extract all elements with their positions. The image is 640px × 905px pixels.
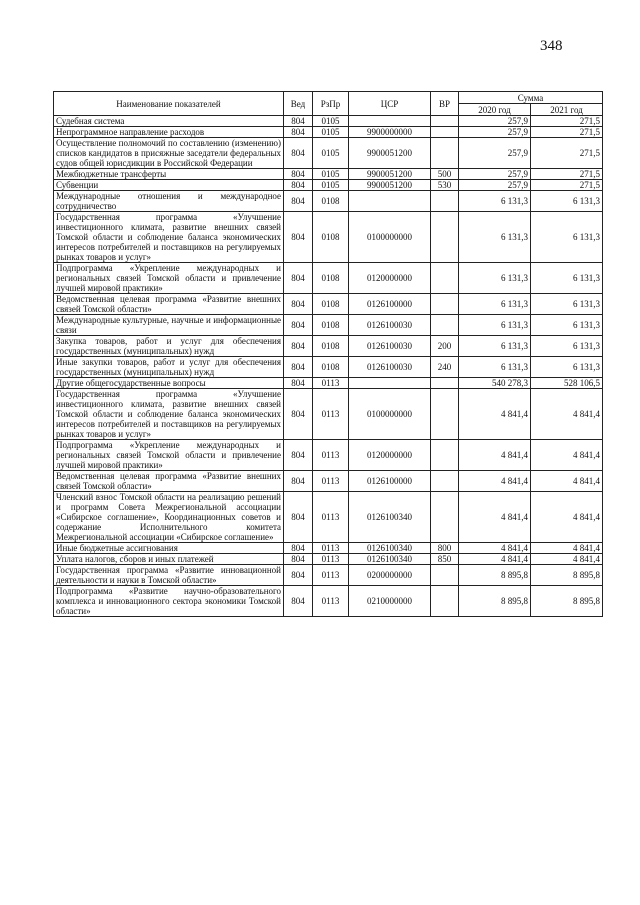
cell-name: Членский взнос Томской области на реализацию решений и программ Совета Межрегиональной ассоциации «Сибирское соглашение», Координационных советов и содержание Исполнительного комитета Межрегиональной ассоциации «Сибирское соглашение»	[54, 492, 284, 543]
cell-name: Межбюджетные трансферты	[54, 169, 284, 180]
cell-s2021: 528 106,5	[531, 378, 603, 389]
cell-s2021: 271,5	[531, 116, 603, 127]
cell-name: Субвенции	[54, 180, 284, 191]
cell-s2020: 257,9	[459, 138, 531, 169]
cell-csr: 0126100030	[349, 357, 431, 378]
cell-rzpr: 0113	[313, 543, 349, 554]
table-row	[54, 116, 603, 127]
cell-rzpr: 0113	[313, 586, 349, 617]
cell-s2021: 4 841,4	[531, 543, 603, 554]
cell-rzpr: 0108	[313, 294, 349, 315]
cell-s2020: 257,9	[459, 116, 531, 127]
cell-ved: 804	[284, 543, 313, 554]
cell-csr: 0126100000	[349, 294, 431, 315]
cell-ved: 804	[284, 336, 313, 357]
cell-vr: 200	[431, 336, 459, 357]
cell-s2021: 4 841,4	[531, 492, 603, 543]
cell-s2020: 4 841,4	[459, 471, 531, 492]
cell-vr	[431, 263, 459, 294]
cell-rzpr: 0108	[313, 263, 349, 294]
cell-s2020: 540 278,3	[459, 378, 531, 389]
cell-rzpr: 0108	[313, 315, 349, 336]
cell-ved: 804	[284, 169, 313, 180]
cell-s2021: 4 841,4	[531, 389, 603, 440]
cell-vr: 500	[431, 169, 459, 180]
table-row	[54, 492, 603, 543]
cell-s2021: 4 841,4	[531, 440, 603, 471]
cell-vr	[431, 378, 459, 389]
table-row	[54, 357, 603, 378]
cell-s2020: 6 131,3	[459, 315, 531, 336]
cell-ved: 804	[284, 138, 313, 169]
cell-rzpr: 0113	[313, 471, 349, 492]
cell-vr	[431, 127, 459, 138]
cell-csr: 9900051200	[349, 138, 431, 169]
cell-s2021: 271,5	[531, 180, 603, 191]
cell-rzpr: 0105	[313, 116, 349, 127]
header-year-2021: 2021 год	[531, 104, 603, 116]
table-row	[54, 180, 603, 191]
cell-csr: 0120000000	[349, 263, 431, 294]
cell-rzpr: 0113	[313, 554, 349, 565]
cell-rzpr: 0113	[313, 389, 349, 440]
page-number: 348	[540, 38, 563, 54]
cell-s2021: 4 841,4	[531, 554, 603, 565]
table-row	[54, 127, 603, 138]
cell-rzpr: 0105	[313, 169, 349, 180]
cell-name: Государственная программа «Улучшение инвестиционного климата, развитие внешних связей Томской области и соблюдение баланса экономических интересов потребителей и поставщиков на регулируемых рынках товаров и услуг»	[54, 212, 284, 263]
table-row	[54, 471, 603, 492]
table-row	[54, 440, 603, 471]
cell-csr: 9900051200	[349, 169, 431, 180]
cell-csr: 0126100340	[349, 554, 431, 565]
cell-name: Международные отношения и международное сотрудничество	[54, 191, 284, 212]
table-row	[54, 169, 603, 180]
table-row	[54, 586, 603, 617]
cell-s2020: 4 841,4	[459, 389, 531, 440]
table-row	[54, 565, 603, 586]
cell-s2020: 8 895,8	[459, 565, 531, 586]
cell-s2020: 4 841,4	[459, 492, 531, 543]
cell-csr: 0210000000	[349, 586, 431, 617]
cell-name: Уплата налогов, сборов и иных платежей	[54, 554, 284, 565]
cell-rzpr: 0105	[313, 180, 349, 191]
cell-csr: 0126100030	[349, 315, 431, 336]
cell-ved: 804	[284, 263, 313, 294]
header-ved: Вед	[284, 92, 313, 116]
cell-name: Осуществление полномочий по составлению (изменению) списков кандидатов в присяжные заседатели федеральных судов общей юрисдикции в Российской Федерации	[54, 138, 284, 169]
cell-s2021: 8 895,8	[531, 586, 603, 617]
cell-ved: 804	[284, 440, 313, 471]
cell-name: Непрограммное направление расходов	[54, 127, 284, 138]
cell-name: Другие общегосударственные вопросы	[54, 378, 284, 389]
cell-s2020: 4 841,4	[459, 554, 531, 565]
header-csr: ЦСР	[349, 92, 431, 116]
cell-rzpr: 0108	[313, 191, 349, 212]
cell-s2021: 8 895,8	[531, 565, 603, 586]
cell-s2021: 6 131,3	[531, 357, 603, 378]
header-year-2020: 2020 год	[459, 104, 531, 116]
cell-vr: 850	[431, 554, 459, 565]
cell-csr: 0120000000	[349, 440, 431, 471]
cell-rzpr: 0113	[313, 440, 349, 471]
cell-s2021: 6 131,3	[531, 263, 603, 294]
cell-name: Международные культурные, научные и информационные связи	[54, 315, 284, 336]
cell-vr	[431, 294, 459, 315]
cell-vr	[431, 191, 459, 212]
cell-vr	[431, 586, 459, 617]
table-row	[54, 378, 603, 389]
cell-name: Судебная система	[54, 116, 284, 127]
cell-ved: 804	[284, 565, 313, 586]
cell-ved: 804	[284, 586, 313, 617]
cell-s2020: 4 841,4	[459, 440, 531, 471]
cell-s2021: 271,5	[531, 138, 603, 169]
cell-s2021: 271,5	[531, 169, 603, 180]
cell-ved: 804	[284, 212, 313, 263]
cell-rzpr: 0105	[313, 138, 349, 169]
cell-vr	[431, 212, 459, 263]
cell-csr: 0126100000	[349, 471, 431, 492]
table-row	[54, 294, 603, 315]
cell-rzpr: 0113	[313, 492, 349, 543]
cell-name: Иные бюджетные ассигнования	[54, 543, 284, 554]
cell-rzpr: 0113	[313, 378, 349, 389]
cell-name: Ведомственная целевая программа «Развитие внешних связей Томской области»	[54, 471, 284, 492]
cell-name: Иные закупки товаров, работ и услуг для обеспечения государственных (муниципальных) нужд	[54, 357, 284, 378]
cell-ved: 804	[284, 554, 313, 565]
cell-rzpr: 0108	[313, 357, 349, 378]
cell-vr: 800	[431, 543, 459, 554]
cell-s2020: 6 131,3	[459, 212, 531, 263]
cell-s2021: 6 131,3	[531, 294, 603, 315]
cell-csr: 0200000000	[349, 565, 431, 586]
cell-s2020: 8 895,8	[459, 586, 531, 617]
cell-name: Подпрограмма «Укрепление международных и региональных связей Томской области и привлечение лучшей мировой практики»	[54, 440, 284, 471]
cell-s2021: 6 131,3	[531, 191, 603, 212]
cell-vr	[431, 440, 459, 471]
cell-vr	[431, 315, 459, 336]
table-row	[54, 315, 603, 336]
cell-ved: 804	[284, 357, 313, 378]
cell-vr: 530	[431, 180, 459, 191]
cell-csr: 9900000000	[349, 127, 431, 138]
cell-s2020: 6 131,3	[459, 191, 531, 212]
cell-vr	[431, 138, 459, 169]
cell-s2020: 257,9	[459, 180, 531, 191]
budget-table	[53, 91, 603, 617]
cell-csr: 0126100340	[349, 492, 431, 543]
cell-s2020: 6 131,3	[459, 336, 531, 357]
cell-vr	[431, 116, 459, 127]
table-row	[54, 138, 603, 169]
cell-csr: 0126100340	[349, 543, 431, 554]
cell-name: Ведомственная целевая программа «Развитие внешних связей Томской области»	[54, 294, 284, 315]
cell-rzpr: 0108	[313, 212, 349, 263]
table-row	[54, 389, 603, 440]
cell-rzpr: 0105	[313, 127, 349, 138]
cell-csr	[349, 191, 431, 212]
table-row	[54, 263, 603, 294]
table-row	[54, 543, 603, 554]
cell-csr: 9900051200	[349, 180, 431, 191]
cell-s2020: 4 841,4	[459, 543, 531, 554]
cell-s2020: 6 131,3	[459, 294, 531, 315]
cell-csr	[349, 378, 431, 389]
cell-ved: 804	[284, 378, 313, 389]
cell-s2020: 6 131,3	[459, 263, 531, 294]
cell-name: Государственная программа «Улучшение инвестиционного климата, развитие внешних связей Томской области и соблюдение баланса экономических интересов потребителей и поставщиков на регулируемых рынках товаров и услуг»	[54, 389, 284, 440]
cell-csr: 0126100030	[349, 336, 431, 357]
cell-s2020: 6 131,3	[459, 357, 531, 378]
cell-s2021: 6 131,3	[531, 315, 603, 336]
cell-s2020: 257,9	[459, 127, 531, 138]
cell-name: Закупка товаров, работ и услуг для обеспечения государственных (муниципальных) нужд	[54, 336, 284, 357]
cell-vr	[431, 492, 459, 543]
cell-ved: 804	[284, 116, 313, 127]
table-row	[54, 336, 603, 357]
cell-ved: 804	[284, 294, 313, 315]
cell-ved: 804	[284, 471, 313, 492]
cell-s2021: 271,5	[531, 127, 603, 138]
cell-ved: 804	[284, 127, 313, 138]
cell-vr: 240	[431, 357, 459, 378]
cell-ved: 804	[284, 389, 313, 440]
cell-ved: 804	[284, 180, 313, 191]
header-sum: Сумма	[459, 92, 603, 104]
cell-s2020: 257,9	[459, 169, 531, 180]
cell-ved: 804	[284, 191, 313, 212]
cell-ved: 804	[284, 315, 313, 336]
table-body	[54, 116, 603, 617]
cell-csr: 0100000000	[349, 212, 431, 263]
cell-name: Подпрограмма «Развитие научно-образовательного комплекса и инновационного сектора экономики Томской области»	[54, 586, 284, 617]
cell-csr	[349, 116, 431, 127]
table-row	[54, 554, 603, 565]
cell-csr: 0100000000	[349, 389, 431, 440]
cell-s2021: 6 131,3	[531, 336, 603, 357]
table-row	[54, 212, 603, 263]
cell-s2021: 4 841,4	[531, 471, 603, 492]
table-row	[54, 191, 603, 212]
cell-name: Государственная программа «Развитие инновационной деятельности и науки в Томской области»	[54, 565, 284, 586]
cell-name: Подпрограмма «Укрепление международных и региональных связей Томской области и привлечение лучшей мировой практики»	[54, 263, 284, 294]
cell-rzpr: 0113	[313, 565, 349, 586]
cell-vr	[431, 565, 459, 586]
cell-rzpr: 0108	[313, 336, 349, 357]
cell-vr	[431, 389, 459, 440]
header-name: Наименование показателей	[54, 92, 284, 116]
header-rzpr: РзПр	[313, 92, 349, 116]
cell-ved: 804	[284, 492, 313, 543]
cell-s2021: 6 131,3	[531, 212, 603, 263]
header-vr: ВР	[431, 92, 459, 116]
cell-vr	[431, 471, 459, 492]
